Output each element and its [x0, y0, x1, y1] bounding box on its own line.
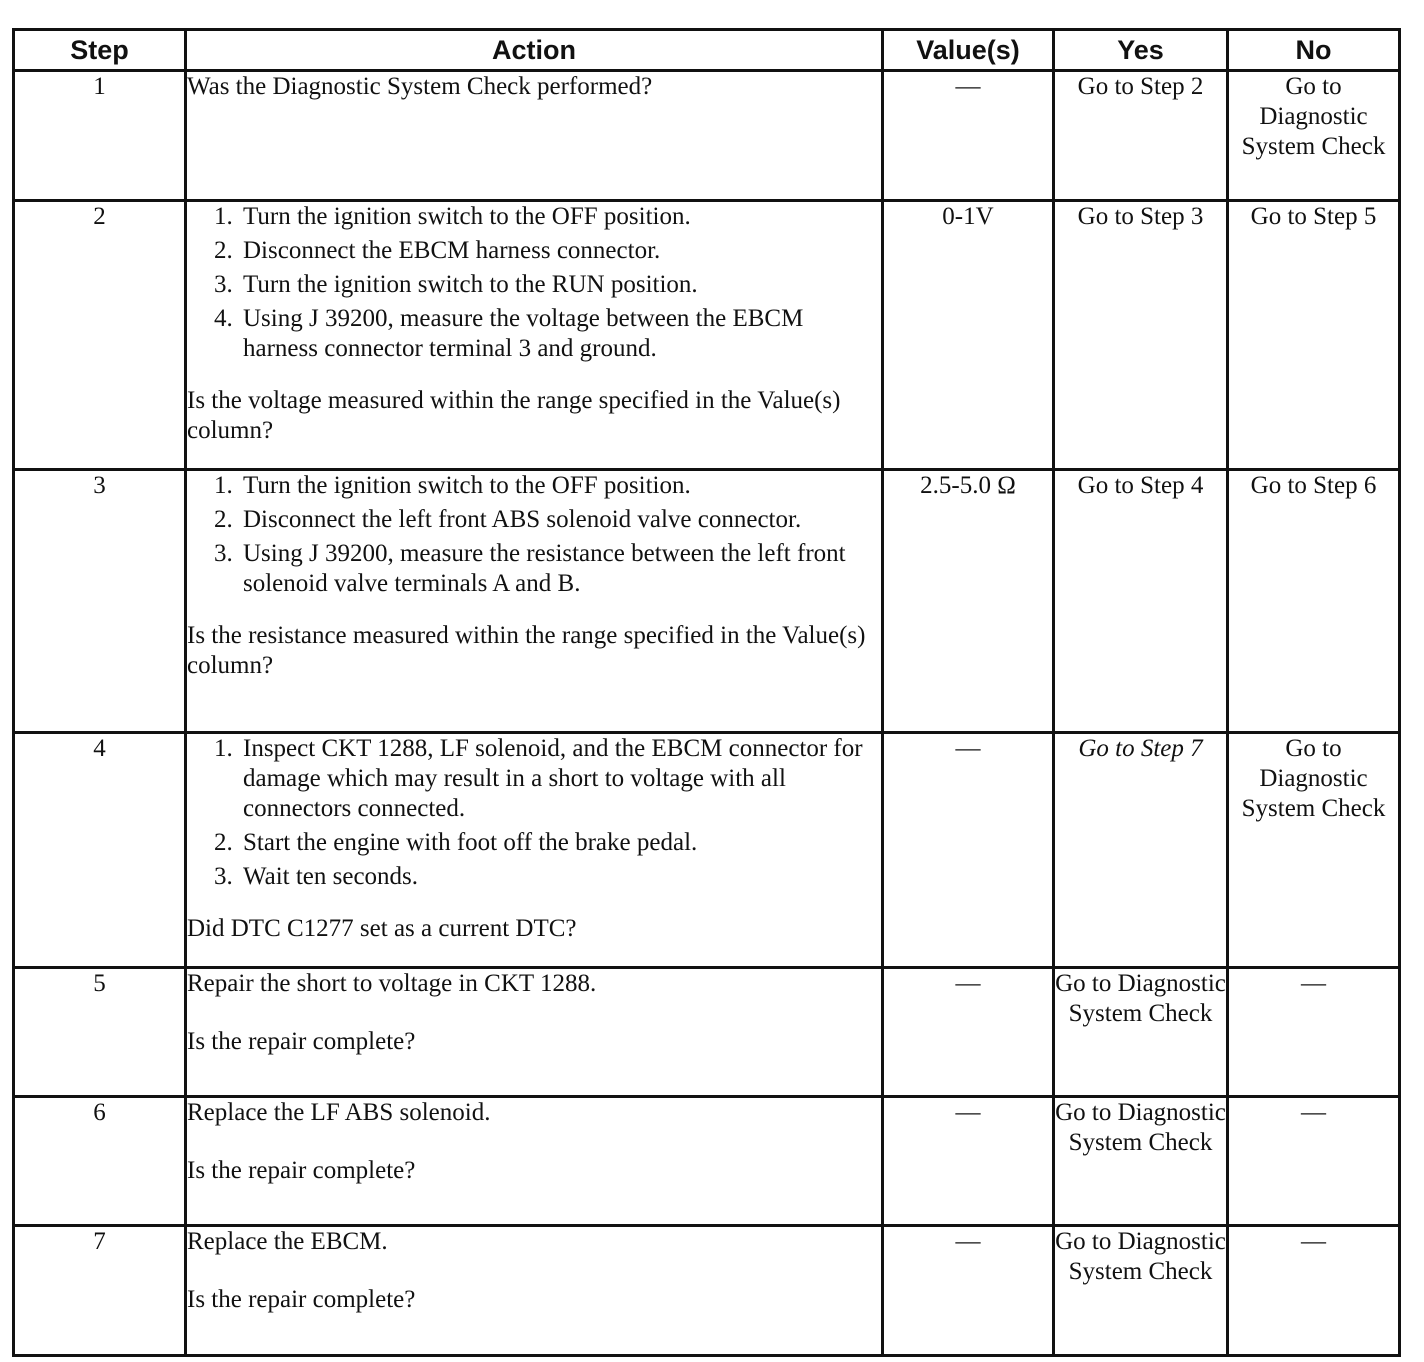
- table-row: [14, 1226, 1400, 1356]
- yes-cell: Go to Step 2: [1054, 71, 1228, 201]
- action-item: 1. Turn the ignition switch to the OFF position.: [239, 202, 881, 232]
- action-cell: [186, 733, 883, 968]
- action-list: [187, 734, 881, 892]
- action-text: Replace the EBCM.: [187, 1228, 388, 1255]
- action-cell: [186, 968, 883, 1097]
- table-row: [14, 733, 1400, 968]
- action-item: 4. Using J 39200, measure the voltage between the EBCM harness connector terminal 3 and ground.: [239, 304, 881, 364]
- step-number: 1: [14, 71, 186, 201]
- action-cell: [186, 1097, 883, 1226]
- step-number: 5: [14, 968, 186, 1097]
- value-cell: —: [883, 1097, 1054, 1226]
- table-row: [14, 470, 1400, 733]
- header-row: [14, 30, 1400, 71]
- action-question: Did DTC C1277 set as a current DTC?: [187, 915, 577, 942]
- no-cell: Go to Step 6: [1228, 470, 1400, 733]
- action-item: 3. Wait ten seconds.: [239, 862, 881, 892]
- no-cell: Go to Step 5: [1228, 201, 1400, 470]
- diagnostic-table: [12, 28, 1401, 1357]
- action-text: Replace the LF ABS solenoid.: [187, 1099, 491, 1126]
- action-item: 3. Using J 39200, measure the resistance between the left front solenoid valve terminals A and B.: [239, 539, 881, 599]
- action-question: Is the repair complete?: [187, 1286, 416, 1313]
- yes-cell: Go to Step 3: [1054, 201, 1228, 470]
- action-text: Repair the short to voltage in CKT 1288.: [187, 970, 597, 997]
- value-cell: 0-1V: [883, 201, 1054, 470]
- header-action: Action: [186, 30, 883, 71]
- step-number: 6: [14, 1097, 186, 1226]
- value-cell: —: [883, 1226, 1054, 1356]
- step-number: 7: [14, 1226, 186, 1356]
- action-cell: [186, 71, 883, 201]
- action-item: 2. Start the engine with foot off the brake pedal.: [239, 828, 881, 858]
- step-number: 4: [14, 733, 186, 968]
- header-yes: Yes: [1054, 30, 1228, 71]
- action-item: 2. Disconnect the left front ABS solenoid valve connector.: [239, 505, 881, 535]
- no-cell: —: [1228, 1097, 1400, 1226]
- action-list: [187, 471, 881, 599]
- header-no: No: [1228, 30, 1400, 71]
- action-question: Is the voltage measured within the range specified in the Value(s) column?: [187, 387, 841, 444]
- action-cell: [186, 1226, 883, 1356]
- action-list: [187, 202, 881, 364]
- value-cell: 2.5-5.0 Ω: [883, 470, 1054, 733]
- yes-cell: Go to Step 7: [1054, 733, 1228, 968]
- yes-cell: Go to Diagnostic System Check: [1054, 1097, 1228, 1226]
- action-text: Was the Diagnostic System Check performed?: [187, 73, 653, 100]
- table-row: [14, 201, 1400, 470]
- value-cell: —: [883, 968, 1054, 1097]
- no-cell: —: [1228, 968, 1400, 1097]
- yes-cell: Go to Diagnostic System Check: [1054, 1226, 1228, 1356]
- action-question: Is the repair complete?: [187, 1157, 416, 1184]
- action-item: 3. Turn the ignition switch to the RUN position.: [239, 270, 881, 300]
- yes-cell: Go to Diagnostic System Check: [1054, 968, 1228, 1097]
- table-row: [14, 968, 1400, 1097]
- no-cell: Go to Diagnostic System Check: [1228, 71, 1400, 201]
- action-cell: [186, 470, 883, 733]
- table-row: [14, 1097, 1400, 1226]
- table-row: [14, 71, 1400, 201]
- step-number: 2: [14, 201, 186, 470]
- action-question: Is the resistance measured within the range specified in the Value(s) column?: [187, 622, 866, 679]
- value-cell: —: [883, 733, 1054, 968]
- no-cell: Go to Diagnostic System Check: [1228, 733, 1400, 968]
- step-number: 3: [14, 470, 186, 733]
- header-step: Step: [14, 30, 186, 71]
- action-cell: [186, 201, 883, 470]
- action-item: 1. Turn the ignition switch to the OFF position.: [239, 471, 881, 501]
- value-cell: —: [883, 71, 1054, 201]
- header-values: Value(s): [883, 30, 1054, 71]
- action-item: 1. Inspect CKT 1288, LF solenoid, and the EBCM connector for damage which may result in a short to voltage with all connectors connected.: [239, 734, 881, 824]
- yes-cell: Go to Step 4: [1054, 470, 1228, 733]
- no-cell: —: [1228, 1226, 1400, 1356]
- action-question: Is the repair complete?: [187, 1028, 416, 1055]
- action-item: 2. Disconnect the EBCM harness connector.: [239, 236, 881, 266]
